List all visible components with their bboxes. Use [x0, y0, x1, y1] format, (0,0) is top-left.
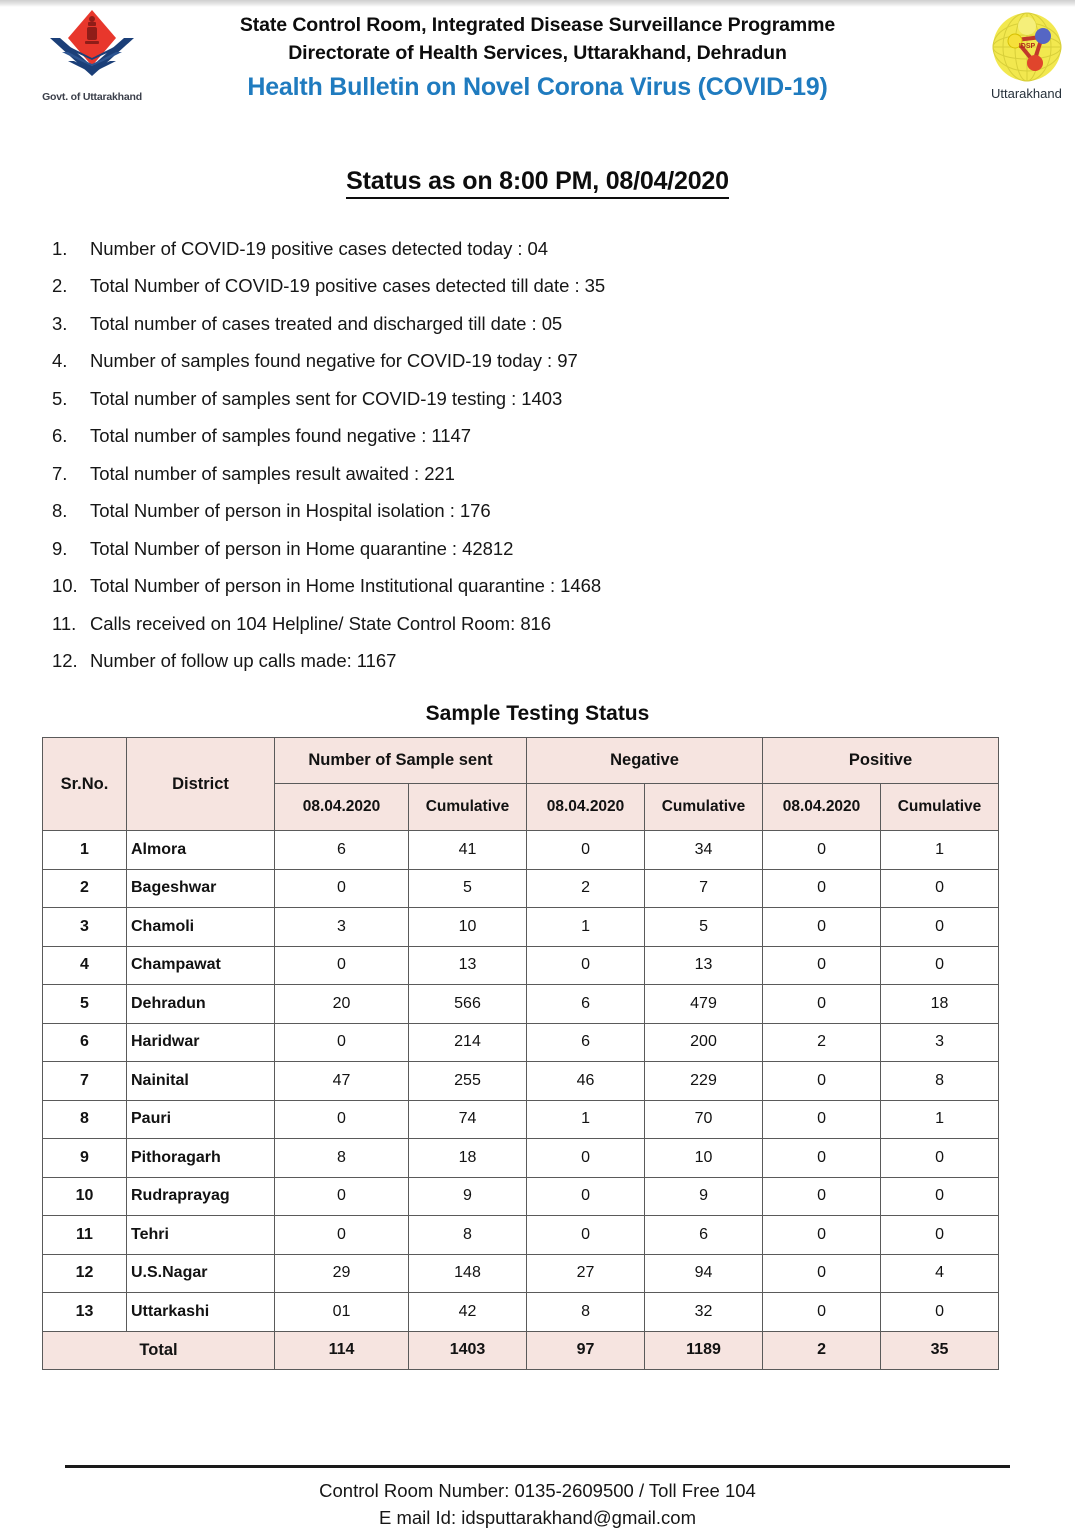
item-number: 12.: [52, 650, 78, 671]
col-header-sent-cumulative: Cumulative: [409, 784, 527, 831]
idsp-logo: [973, 10, 1075, 101]
cell-sent-daily: 0: [275, 1177, 409, 1216]
table-row: [43, 908, 999, 947]
cell-sent-daily: 0: [275, 1100, 409, 1139]
footer-divider: [65, 1465, 1010, 1468]
item-number: 11.: [52, 612, 77, 634]
cell-negative-cumulative: 7: [645, 869, 763, 908]
cell-positive-daily: 2: [763, 1023, 881, 1062]
table-row: [43, 1254, 999, 1293]
list-item: [52, 305, 1075, 343]
cell-sent-daily: 0: [275, 869, 409, 908]
idsp-globe-icon: [990, 10, 1064, 84]
cell-positive-daily: 0: [763, 869, 881, 908]
cell-positive-cumulative: 18: [881, 985, 999, 1024]
cell-negative-cumulative: 479: [645, 985, 763, 1024]
table-row: [43, 831, 999, 870]
sample-testing-status-table: [42, 737, 999, 1370]
cell-sent-daily: 29: [275, 1254, 409, 1293]
cell-district: Chamoli: [127, 908, 275, 947]
col-header-positive-daily: 08.04.2020: [763, 784, 881, 831]
cell-positive-cumulative: 1: [881, 831, 999, 870]
cell-negative-daily: 0: [527, 946, 645, 985]
cell-district: Uttarkashi: [127, 1293, 275, 1332]
table-row: [43, 1139, 999, 1178]
cell-sr: 5: [43, 985, 127, 1024]
cell-positive-cumulative: 8: [881, 1062, 999, 1101]
cell-sent-cumulative: 42: [409, 1293, 527, 1332]
table-row: [43, 1293, 999, 1332]
cell-sent-cumulative: 13: [409, 946, 527, 985]
cell-sr: 13: [43, 1293, 127, 1332]
cell-sr: 3: [43, 908, 127, 947]
svg-text:IDSP: IDSP: [1018, 43, 1036, 50]
cell-positive-daily: 0: [763, 1100, 881, 1139]
item-number: 9.: [52, 537, 68, 559]
cell-positive-daily: 0: [763, 1254, 881, 1293]
cell-negative-cumulative: 9: [645, 1177, 763, 1216]
cell-negative-daily: 0: [527, 831, 645, 870]
col-header-negative-daily: 08.04.2020: [527, 784, 645, 831]
cell-sent-cumulative: 5: [409, 869, 527, 908]
cell-sr: 6: [43, 1023, 127, 1062]
cell-positive-cumulative: 0: [881, 1293, 999, 1332]
item-text: Total Number of person in Home Institutional quarantine : 1468: [90, 575, 602, 596]
item-number: 4.: [52, 350, 68, 371]
org-line-1: State Control Room, Integrated Disease Surveillance Programme: [239, 14, 836, 36]
item-text: Total Number of person in Home quarantine : 42812: [90, 537, 514, 559]
cell-negative-cumulative: 70: [645, 1100, 763, 1139]
cell-district: U.S.Nagar: [127, 1254, 275, 1293]
cell-negative-cumulative: 200: [645, 1023, 763, 1062]
table-row: [43, 1100, 999, 1139]
cell-sent-cumulative: 214: [409, 1023, 527, 1062]
col-header-positive-cumulative: Cumulative: [881, 784, 999, 831]
item-text: Number of follow up calls made: 1167: [90, 650, 397, 671]
cell-total-label: Total: [43, 1331, 275, 1370]
table-header: [43, 738, 999, 831]
status-heading: [0, 167, 1075, 196]
list-item: [52, 493, 1075, 531]
list-item: [52, 455, 1075, 493]
cell-district: Dehradun: [127, 985, 275, 1024]
table-row: [43, 1023, 999, 1062]
cell-positive-cumulative: 4: [881, 1254, 999, 1293]
table-row: [43, 985, 999, 1024]
cell-sent-cumulative: 148: [409, 1254, 527, 1293]
footer-control-room: Control Room Number: 0135-2609500 / Toll Free 104: [319, 1480, 756, 1502]
cell-sent-cumulative: 255: [409, 1062, 527, 1101]
table-total-row: [43, 1331, 999, 1370]
cell-district: Pithoragarh: [127, 1139, 275, 1178]
list-item: [52, 230, 1075, 268]
cell-positive-cumulative: 0: [881, 908, 999, 947]
cell-positive-cumulative: 0: [881, 1139, 999, 1178]
cell-negative-cumulative: 229: [645, 1062, 763, 1101]
col-group-positive: Positive: [763, 738, 999, 784]
cell-sr: 7: [43, 1062, 127, 1101]
cell-sent-cumulative: 18: [409, 1139, 527, 1178]
cell-sent-daily: 8: [275, 1139, 409, 1178]
cell-positive-cumulative: 3: [881, 1023, 999, 1062]
item-text: Calls received on 104 Helpline/ State Control Room: 816: [90, 612, 552, 634]
cell-positive-cumulative: 0: [881, 869, 999, 908]
cell-sent-cumulative: 74: [409, 1100, 527, 1139]
item-text: Total number of samples sent for COVID-19 testing : 1403: [90, 387, 563, 409]
list-item: [52, 268, 1075, 306]
cell-district: Champawat: [127, 946, 275, 985]
cell-negative-cumulative: 13: [645, 946, 763, 985]
cell-sr: 12: [43, 1254, 127, 1293]
table-body: [43, 831, 999, 1370]
table-row: [43, 1177, 999, 1216]
table-row: [43, 946, 999, 985]
org-line-2: Directorate of Health Services, Uttarakhand, Dehradun: [288, 41, 787, 64]
item-number: 5.: [52, 387, 68, 409]
cell-sr: 9: [43, 1139, 127, 1178]
cell-negative-cumulative: 34: [645, 831, 763, 870]
cell-negative-cumulative: 32: [645, 1293, 763, 1332]
cell-district: Rudraprayag: [127, 1177, 275, 1216]
uttarakhand-govt-emblem-icon: [44, 8, 140, 90]
cell-negative-daily: 0: [527, 1139, 645, 1178]
item-number: 3.: [52, 312, 68, 334]
cell-sent-daily: 6: [275, 831, 409, 870]
col-header-sent-daily: 08.04.2020: [275, 784, 409, 831]
list-item: [52, 568, 1075, 606]
document-footer: [0, 1465, 1075, 1532]
cell-sent-daily: 3: [275, 908, 409, 947]
cell-total-negative-daily: 97: [527, 1331, 645, 1370]
cell-sent-cumulative: 9: [409, 1177, 527, 1216]
cell-sent-daily: 01: [275, 1293, 409, 1332]
list-item: [52, 343, 1075, 381]
cell-district: Nainital: [127, 1062, 275, 1101]
cell-positive-cumulative: 1: [881, 1100, 999, 1139]
item-text: Number of samples found negative for COVID-19 today : 97: [90, 350, 578, 371]
cell-positive-daily: 0: [763, 908, 881, 947]
cell-negative-daily: 46: [527, 1062, 645, 1101]
list-item: [52, 605, 1075, 643]
cell-sent-daily: 0: [275, 1023, 409, 1062]
cell-sr: 11: [43, 1216, 127, 1255]
cell-negative-cumulative: 10: [645, 1139, 763, 1178]
cell-sent-cumulative: 8: [409, 1216, 527, 1255]
cell-positive-daily: 0: [763, 1216, 881, 1255]
cell-sent-cumulative: 566: [409, 985, 527, 1024]
cell-negative-daily: 27: [527, 1254, 645, 1293]
cell-positive-cumulative: 0: [881, 946, 999, 985]
cell-negative-daily: 2: [527, 869, 645, 908]
cell-sent-daily: 20: [275, 985, 409, 1024]
cell-negative-cumulative: 94: [645, 1254, 763, 1293]
col-header-district: District: [127, 738, 275, 831]
item-text: Total Number of COVID-19 positive cases detected till date : 35: [90, 275, 606, 296]
cell-positive-daily: 0: [763, 1062, 881, 1101]
list-item: [52, 418, 1075, 456]
right-logo-caption: Uttarakhand: [991, 86, 1062, 101]
item-number: 8.: [52, 500, 68, 521]
left-logo-caption: Govt. of Uttarakhand: [42, 91, 142, 103]
page-title: Health Bulletin on Novel Corona Virus (COVID-19): [247, 73, 828, 102]
cell-total-sent-cumulative: 1403: [409, 1331, 527, 1370]
cell-positive-daily: 0: [763, 1139, 881, 1178]
item-text: Total number of cases treated and discharged till date : 05: [90, 312, 563, 334]
cell-total-positive-daily: 2: [763, 1331, 881, 1370]
col-header-sr-no: Sr.No.: [43, 738, 127, 831]
cell-sent-daily: 47: [275, 1062, 409, 1101]
cell-negative-cumulative: 5: [645, 908, 763, 947]
cell-positive-cumulative: 0: [881, 1177, 999, 1216]
table-row: [43, 1216, 999, 1255]
cell-total-sent-daily: 114: [275, 1331, 409, 1370]
cell-district: Tehri: [127, 1216, 275, 1255]
cell-sr: 2: [43, 869, 127, 908]
item-number: 7.: [52, 462, 68, 484]
table-row: [43, 869, 999, 908]
cell-sr: 10: [43, 1177, 127, 1216]
cell-negative-daily: 8: [527, 1293, 645, 1332]
cell-negative-daily: 1: [527, 908, 645, 947]
cell-positive-cumulative: 0: [881, 1216, 999, 1255]
cell-negative-daily: 1: [527, 1100, 645, 1139]
cell-sent-cumulative: 41: [409, 831, 527, 870]
cell-total-negative-cumulative: 1189: [645, 1331, 763, 1370]
cell-district: Bageshwar: [127, 869, 275, 908]
item-number: 6.: [52, 425, 68, 446]
cell-negative-daily: 0: [527, 1216, 645, 1255]
cell-sr: 1: [43, 831, 127, 870]
cell-positive-daily: 0: [763, 985, 881, 1024]
masthead-titles: [0, 12, 1075, 106]
govt-of-uttarakhand-logo: [28, 8, 156, 120]
cell-total-positive-cumulative: 35: [881, 1331, 999, 1370]
item-text: Total number of samples result awaited : 221: [90, 462, 455, 484]
cell-negative-daily: 0: [527, 1177, 645, 1216]
cell-sr: 4: [43, 946, 127, 985]
footer-email: E mail Id: idsputtarakhand@gmail.com: [379, 1507, 696, 1529]
col-group-negative: Negative: [527, 738, 763, 784]
cell-sent-daily: 0: [275, 1216, 409, 1255]
document-masthead: [0, 0, 1075, 135]
cell-negative-cumulative: 6: [645, 1216, 763, 1255]
cell-sent-cumulative: 10: [409, 908, 527, 947]
item-text: Total Number of person in Hospital isolation : 176: [90, 500, 491, 521]
list-item: [52, 643, 1075, 681]
cell-negative-daily: 6: [527, 1023, 645, 1062]
cell-negative-daily: 6: [527, 985, 645, 1024]
status-heading-text: Status as on 8:00 PM, 08/04/2020: [346, 167, 729, 199]
item-text: Number of COVID-19 positive cases detected today : 04: [90, 237, 549, 259]
summary-statistics-list: [0, 230, 1075, 680]
cell-district: Haridwar: [127, 1023, 275, 1062]
col-header-negative-cumulative: Cumulative: [645, 784, 763, 831]
table-row: [43, 1062, 999, 1101]
list-item: [52, 530, 1075, 568]
cell-positive-daily: 0: [763, 1293, 881, 1332]
cell-district: Almora: [127, 831, 275, 870]
cell-positive-daily: 0: [763, 946, 881, 985]
cell-positive-daily: 0: [763, 1177, 881, 1216]
cell-sr: 8: [43, 1100, 127, 1139]
table-title: Sample Testing Status: [425, 702, 650, 725]
item-number: 2.: [52, 275, 68, 296]
cell-sent-daily: 0: [275, 946, 409, 985]
cell-district: Pauri: [127, 1100, 275, 1139]
item-number: 1.: [52, 237, 68, 259]
cell-positive-daily: 0: [763, 831, 881, 870]
item-text: Total number of samples found negative : 1147: [90, 425, 472, 446]
item-number: 10.: [52, 575, 78, 596]
col-group-sample-sent: Number of Sample sent: [275, 738, 527, 784]
list-item: [52, 380, 1075, 418]
